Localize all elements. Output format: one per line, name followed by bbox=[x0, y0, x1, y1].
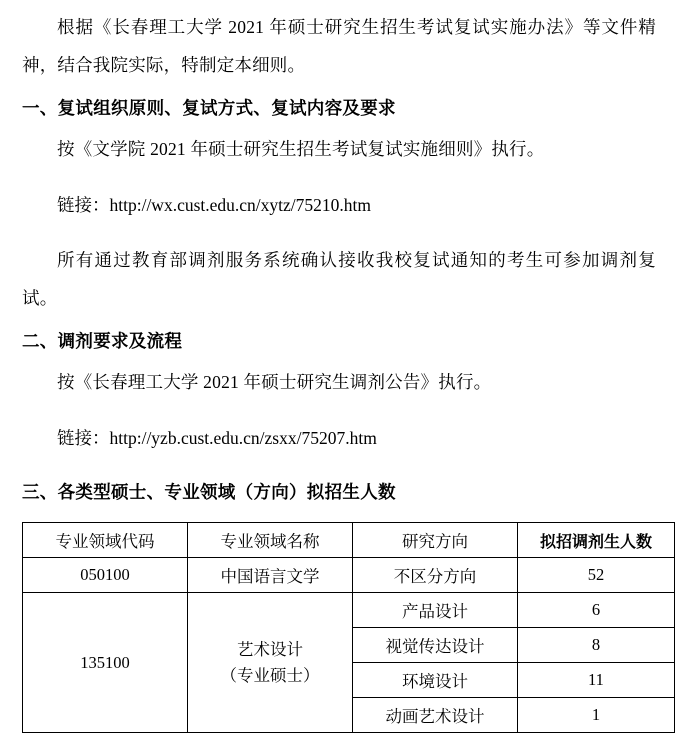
section-body-2 bbox=[22, 363, 656, 457]
link-url-2[interactable]: http://yzb.cust.edu.cn/zsxx/75207.htm bbox=[109, 427, 377, 448]
section-1-paragraph-2: 所有通过教育部调剂服务系统确认接收我校复试通知的考生可参加调剂复试。 bbox=[22, 250, 656, 308]
table-header bbox=[23, 523, 675, 558]
cell-count: 8 bbox=[518, 628, 675, 663]
section-2-paragraph-1: 按《长春理工大学 2021 年硕士研究生调剂公告》执行。 bbox=[57, 372, 492, 392]
cell-name: 艺术设计 （专业硕士） bbox=[188, 593, 353, 733]
table-header-cell-count: 拟招调剂生人数 bbox=[518, 523, 675, 558]
cell-count: 1 bbox=[518, 698, 675, 733]
section-heading-2: 二、调剂要求及流程 bbox=[22, 332, 183, 352]
cell-direction: 环境设计 bbox=[353, 663, 518, 698]
cell-direction: 动画艺术设计 bbox=[353, 698, 518, 733]
cell-direction: 不区分方向 bbox=[353, 558, 518, 593]
section-1-link-line bbox=[22, 186, 656, 224]
cell-count: 52 bbox=[518, 558, 675, 593]
section-heading-3: 三、各类型硕士、专业领域（方向）拟招生人数 bbox=[22, 483, 396, 503]
table-header-cell-direction: 研究方向 bbox=[353, 523, 518, 558]
section-heading-1: 一、复试组织原则、复试方式、复试内容及要求 bbox=[22, 99, 396, 119]
link-label-2: 链接： bbox=[57, 427, 110, 448]
link-label-1: 链接： bbox=[57, 194, 110, 215]
table-header-cell-code: 专业领域代码 bbox=[23, 523, 188, 558]
cell-count: 6 bbox=[518, 593, 675, 628]
admission-quota-table bbox=[22, 522, 675, 733]
link-url-1[interactable]: http://wx.cust.edu.cn/xytz/75210.htm bbox=[109, 194, 372, 215]
section-2-link-line bbox=[22, 419, 656, 457]
table-row bbox=[23, 593, 675, 628]
cell-code: 050100 bbox=[23, 558, 188, 593]
cell-count: 11 bbox=[518, 663, 675, 698]
table-header-row bbox=[23, 523, 675, 558]
cell-code: 135100 bbox=[23, 593, 188, 733]
intro-paragraph: 根据《长春理工大学 2021 年硕士研究生招生考试复试实施办法》等文件精神，结合我院实际，特制定本细则。 bbox=[22, 17, 656, 75]
section-1-paragraph-1: 按《文学院 2021 年硕士研究生招生考试复试实施细则》执行。 bbox=[57, 139, 545, 159]
table-header-cell-name: 专业领域名称 bbox=[188, 523, 353, 558]
cell-direction: 视觉传达设计 bbox=[353, 628, 518, 663]
table-row bbox=[23, 558, 675, 593]
table-body bbox=[23, 558, 675, 733]
cell-direction: 产品设计 bbox=[353, 593, 518, 628]
cell-name: 中国语言文学 bbox=[188, 558, 353, 593]
section-body-1 bbox=[22, 130, 656, 317]
